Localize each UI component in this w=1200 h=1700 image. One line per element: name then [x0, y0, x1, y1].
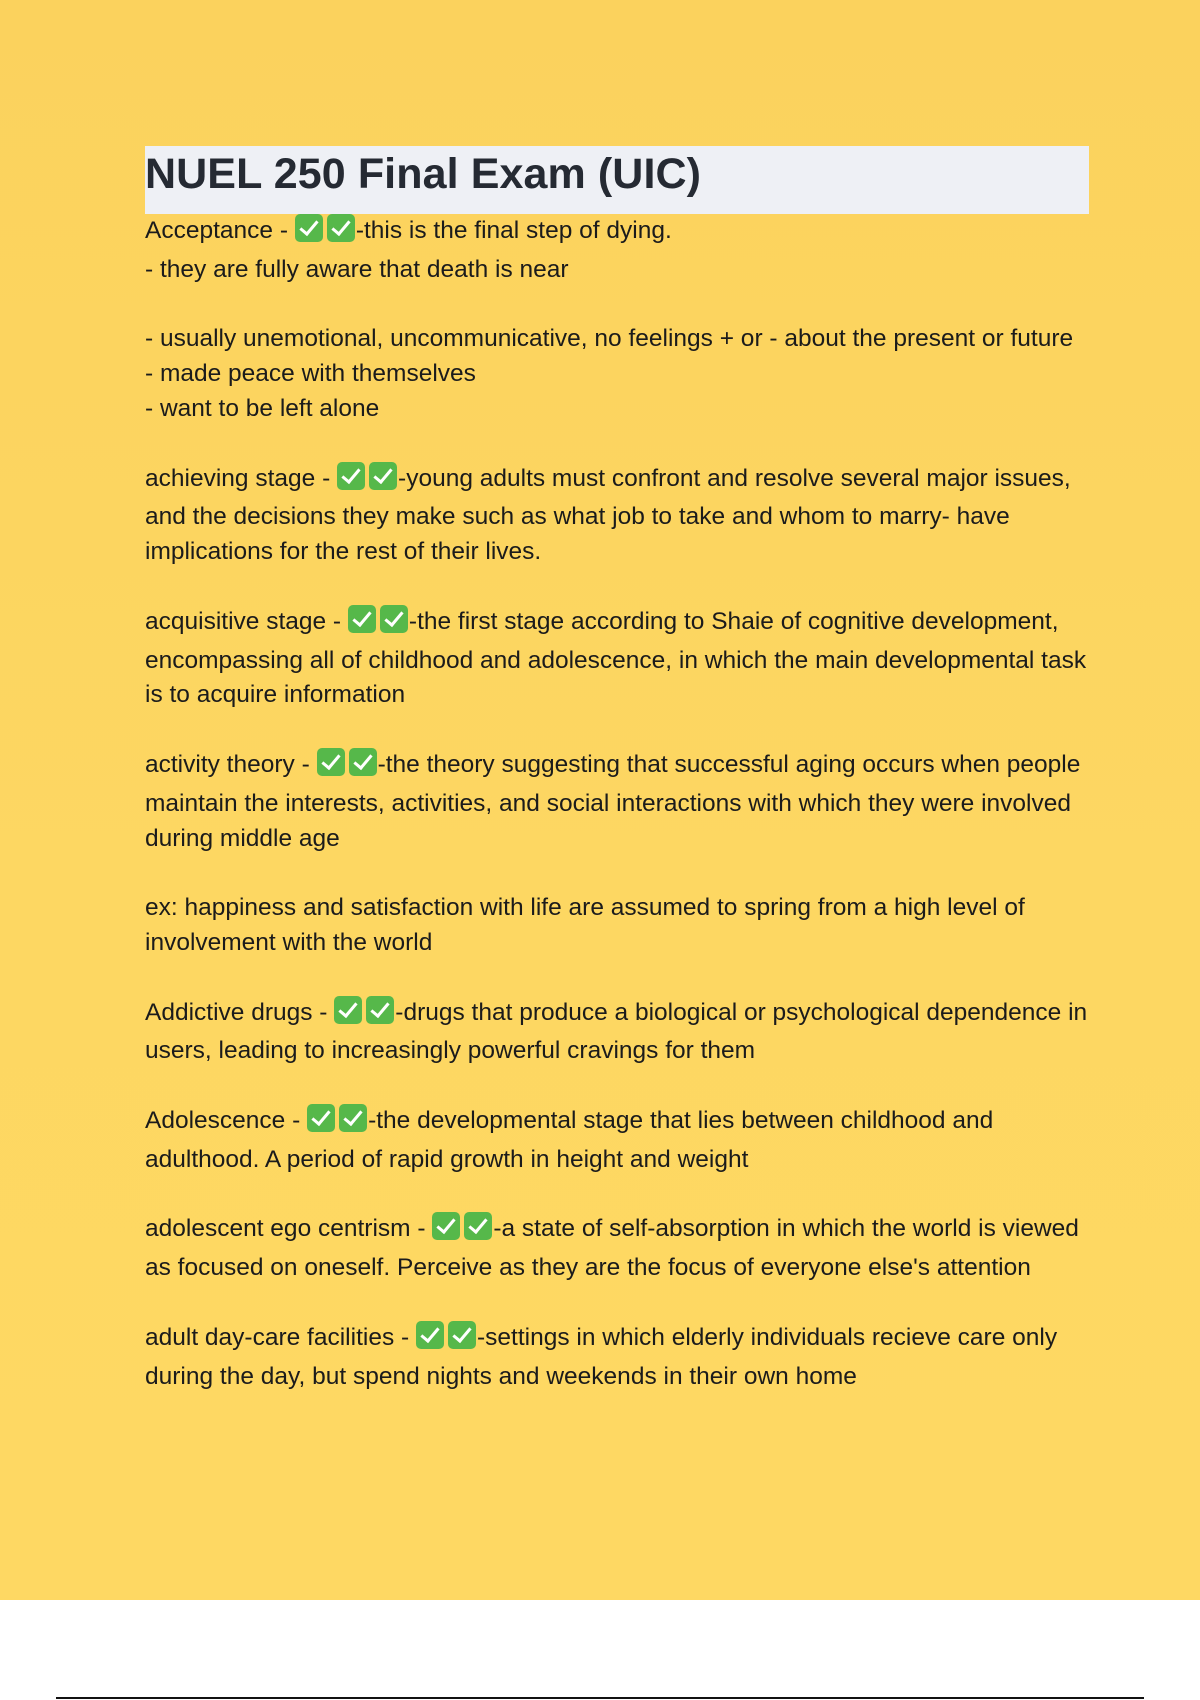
definition-line: ex: happiness and satisfaction with life are assumed to spring from a high level of involvement with the world [145, 894, 1032, 956]
document-title: NUEL 250 Final Exam (UIC) [145, 150, 702, 198]
term-label: Acceptance - [145, 217, 295, 244]
definition-text: -settings in which elderly individuals recieve care only during the day, but spend nights and weekends in their own home [145, 1323, 1064, 1390]
checkmark-box-icon [448, 1321, 476, 1349]
checkmark-box-icon [369, 462, 397, 490]
flashcard-entry [145, 1321, 1089, 1395]
checkmark-box-icon [416, 1321, 444, 1349]
definition-text: -this is the final step of dying. [355, 217, 672, 244]
checkmark-box-icon [348, 605, 376, 633]
flashcard-entry [145, 996, 1094, 1070]
footer-divider [56, 1697, 1144, 1699]
definition-line: - want to be left alone [145, 394, 380, 422]
checkmark-box-icon [380, 605, 408, 633]
checkmark-box-icon [307, 1104, 335, 1132]
entry-first-line [145, 1321, 1089, 1395]
entry-first-line [145, 462, 1089, 570]
entry-first-line [145, 605, 1093, 713]
checkmarks [307, 1104, 367, 1143]
checkmarks [334, 996, 394, 1035]
definition-line: - made peace with themselves [145, 360, 476, 388]
flashcard-entry [145, 462, 1089, 570]
term-label: Adolescence - [145, 1106, 308, 1134]
definition-text: -the theory suggesting that successful aging occurs when people maintain the interests, activities, and social interactions with which they were involved during middle age [145, 750, 1088, 852]
checkmark-box-icon [337, 462, 365, 490]
checkmarks [295, 214, 355, 253]
definition-text: -a state of self-absorption in which the world is viewed as focused on oneself. Perceive as they are the focus of everyone else's attention [145, 1215, 1086, 1282]
checkmarks [317, 748, 377, 787]
term-label: achieving stage - [145, 464, 338, 492]
checkmarks [416, 1321, 476, 1360]
paragraph-gap [145, 288, 1089, 323]
checkmark-box-icon [464, 1212, 492, 1240]
entry-first-line [145, 748, 1089, 856]
definition-line: - they are fully aware that death is near [145, 255, 569, 283]
definition-text: -the developmental stage that lies between childhood and adulthood. A period of rapid growth in height and weight [145, 1106, 1001, 1173]
checkmark-box-icon [349, 748, 377, 776]
checkmark-box-icon [366, 996, 394, 1024]
checkmarks [337, 462, 397, 501]
checkmarks [348, 605, 408, 644]
checkmark-box-icon [295, 214, 323, 242]
entry-first-line [145, 214, 1089, 253]
document-content [145, 146, 1094, 1394]
flashcard-entry [145, 1104, 1089, 1178]
checkmarks [432, 1212, 492, 1251]
term-label: activity theory - [145, 750, 317, 778]
term-label: Addictive drugs - [145, 998, 335, 1026]
entry-first-line [145, 1104, 1089, 1178]
term-label: adolescent ego centrism - [145, 1215, 433, 1243]
definition-text: -young adults must confront and resolve several major issues, and the decisions they make such as what job to take and whom to marry- have implications for the rest of their lives. [145, 464, 1078, 566]
checkmark-box-icon [327, 214, 355, 242]
flashcard-list [145, 214, 1094, 1394]
definition-text: -the first stage according to Shaie of cognitive development, encompassing all of childhood and adolescence, in which the main developmental task is to acquire information [145, 607, 1093, 709]
title-bar [145, 146, 1089, 214]
flashcard-entry [145, 1212, 1089, 1286]
flashcard-entry [145, 748, 1089, 961]
checkmark-box-icon [317, 748, 345, 776]
flashcard-entry [145, 605, 1093, 713]
paragraph-gap [145, 856, 1089, 891]
checkmark-box-icon [339, 1104, 367, 1132]
checkmark-box-icon [334, 996, 362, 1024]
checkmark-box-icon [432, 1212, 460, 1240]
definition-line: - usually unemotional, uncommunicative, no feelings + or - about the present or future [145, 325, 1074, 353]
term-label: adult day-care facilities - [145, 1323, 416, 1351]
term-label: acquisitive stage - [145, 607, 348, 635]
definition-text: -drugs that produce a biological or psychological dependence in users, leading to increasingly powerful cravings for them [145, 998, 1094, 1065]
entry-first-line [145, 1212, 1089, 1286]
entry-first-line [145, 996, 1094, 1070]
flashcard-entry [145, 214, 1089, 427]
